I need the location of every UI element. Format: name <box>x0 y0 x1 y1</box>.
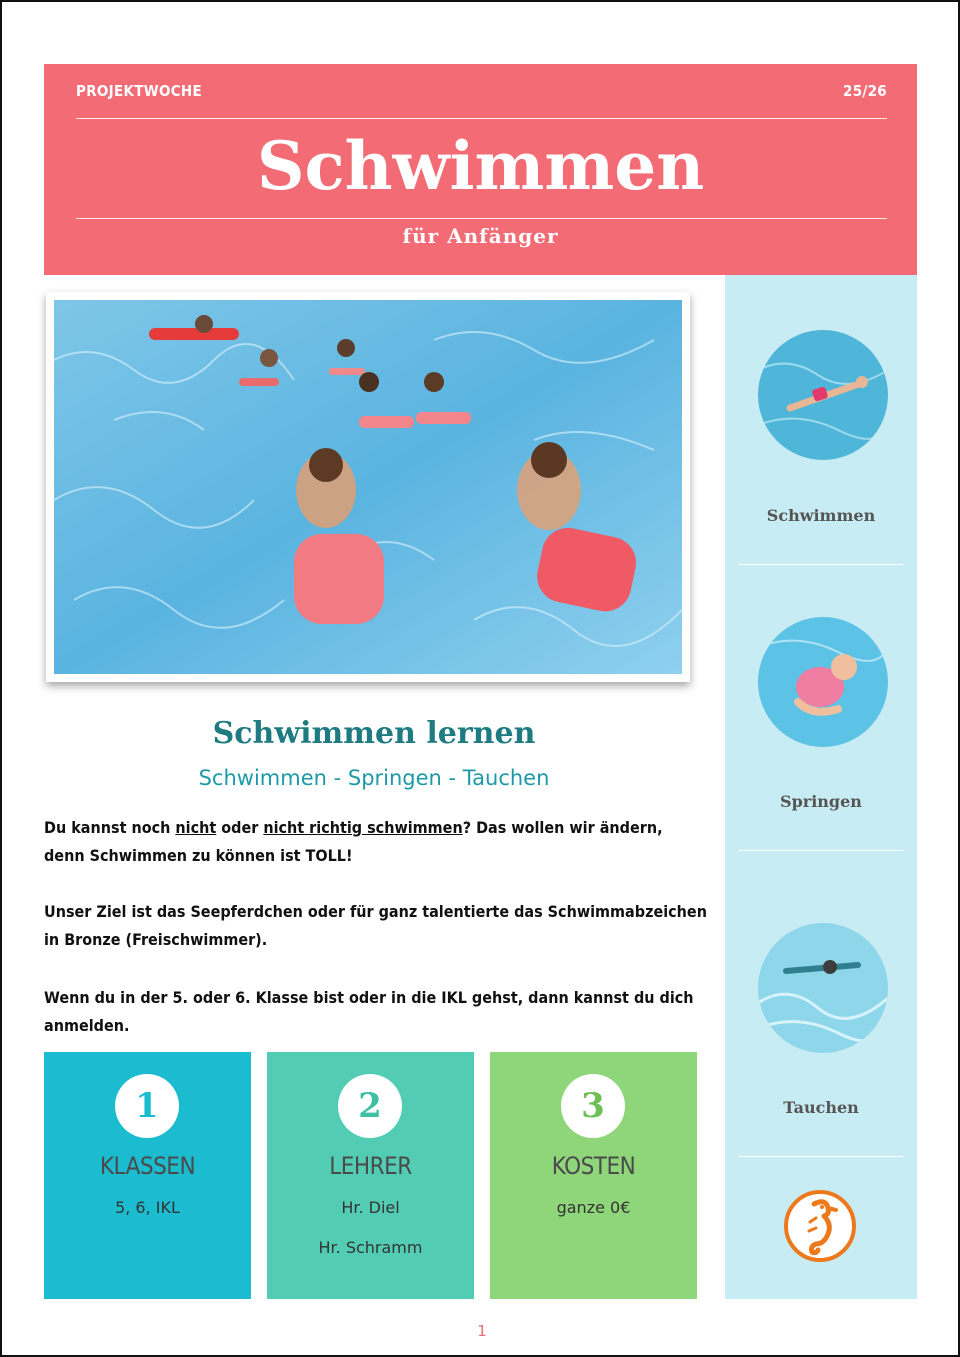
card-line: Hr. Diel <box>341 1198 400 1217</box>
sidebar-divider <box>739 564 903 565</box>
goal-paragraph: Unser Ziel ist das Seepferdchen oder für ganz talentierte das Schwimmabzeichen in Bronze (Freischwimmer). <box>44 902 707 949</box>
sidebar-label-swimming: Schwimmen <box>766 506 876 525</box>
card-line: ganze 0€ <box>556 1198 631 1217</box>
intro-text-nicht-richtig: nicht richtig schwimmen <box>263 818 463 837</box>
main-photo-frame <box>46 292 690 682</box>
card-line: 5, 6, IKL <box>115 1198 180 1217</box>
header-label-left: PROJEKTWOCHE <box>76 82 203 100</box>
signup-paragraph: Wenn du in der 5. oder 6. Klasse bist oder in die IKL gehst, dann kannst du dich anmelden. <box>44 988 694 1035</box>
header-divider-bottom <box>76 218 887 219</box>
info-card-classes <box>44 1052 251 1299</box>
intro-text-a: Du kannst noch <box>44 818 176 837</box>
card-title: KOSTEN <box>551 1152 636 1180</box>
main-photo-children-swimming <box>54 300 682 674</box>
sidebar-divider <box>739 1156 903 1157</box>
header-label-right: 25/26 <box>843 82 887 100</box>
card-line: Hr. Schramm <box>318 1238 423 1257</box>
card-number-badge: 1 <box>115 1074 179 1138</box>
info-card-teachers <box>267 1052 474 1299</box>
intro-text-c: oder <box>216 818 264 837</box>
sidebar-label-diving: Tauchen <box>783 1098 859 1117</box>
jumping-photo-circle <box>758 617 888 747</box>
article-title: Schwimmen lernen <box>212 716 536 751</box>
sidebar-divider <box>739 850 903 851</box>
intro-paragraph <box>44 814 708 870</box>
sidebar-label-jumping: Springen <box>780 792 862 811</box>
sidebar <box>725 275 917 1299</box>
intro-text-nicht: nicht <box>175 818 217 837</box>
swimming-photo-circle <box>758 330 888 460</box>
page-subtitle: für Anfänger <box>402 224 559 248</box>
seahorse-icon <box>782 1188 858 1264</box>
page-number: 1 <box>477 1322 487 1340</box>
card-number-badge: 2 <box>338 1074 402 1138</box>
card-title: KLASSEN <box>99 1152 196 1180</box>
header-banner <box>44 64 917 275</box>
article-subtitle: Schwimmen - Springen - Tauchen <box>198 766 550 790</box>
diving-photo-circle <box>758 923 888 1053</box>
intro-text-e: ? Das wollen wir ändern, denn Schwimmen zu können ist TOLL! <box>44 818 663 865</box>
info-card-costs <box>490 1052 697 1299</box>
card-title: LEHRER <box>329 1152 412 1180</box>
header-divider-top <box>76 118 887 119</box>
page-title: Schwimmen <box>256 127 705 205</box>
card-number-badge: 3 <box>561 1074 625 1138</box>
